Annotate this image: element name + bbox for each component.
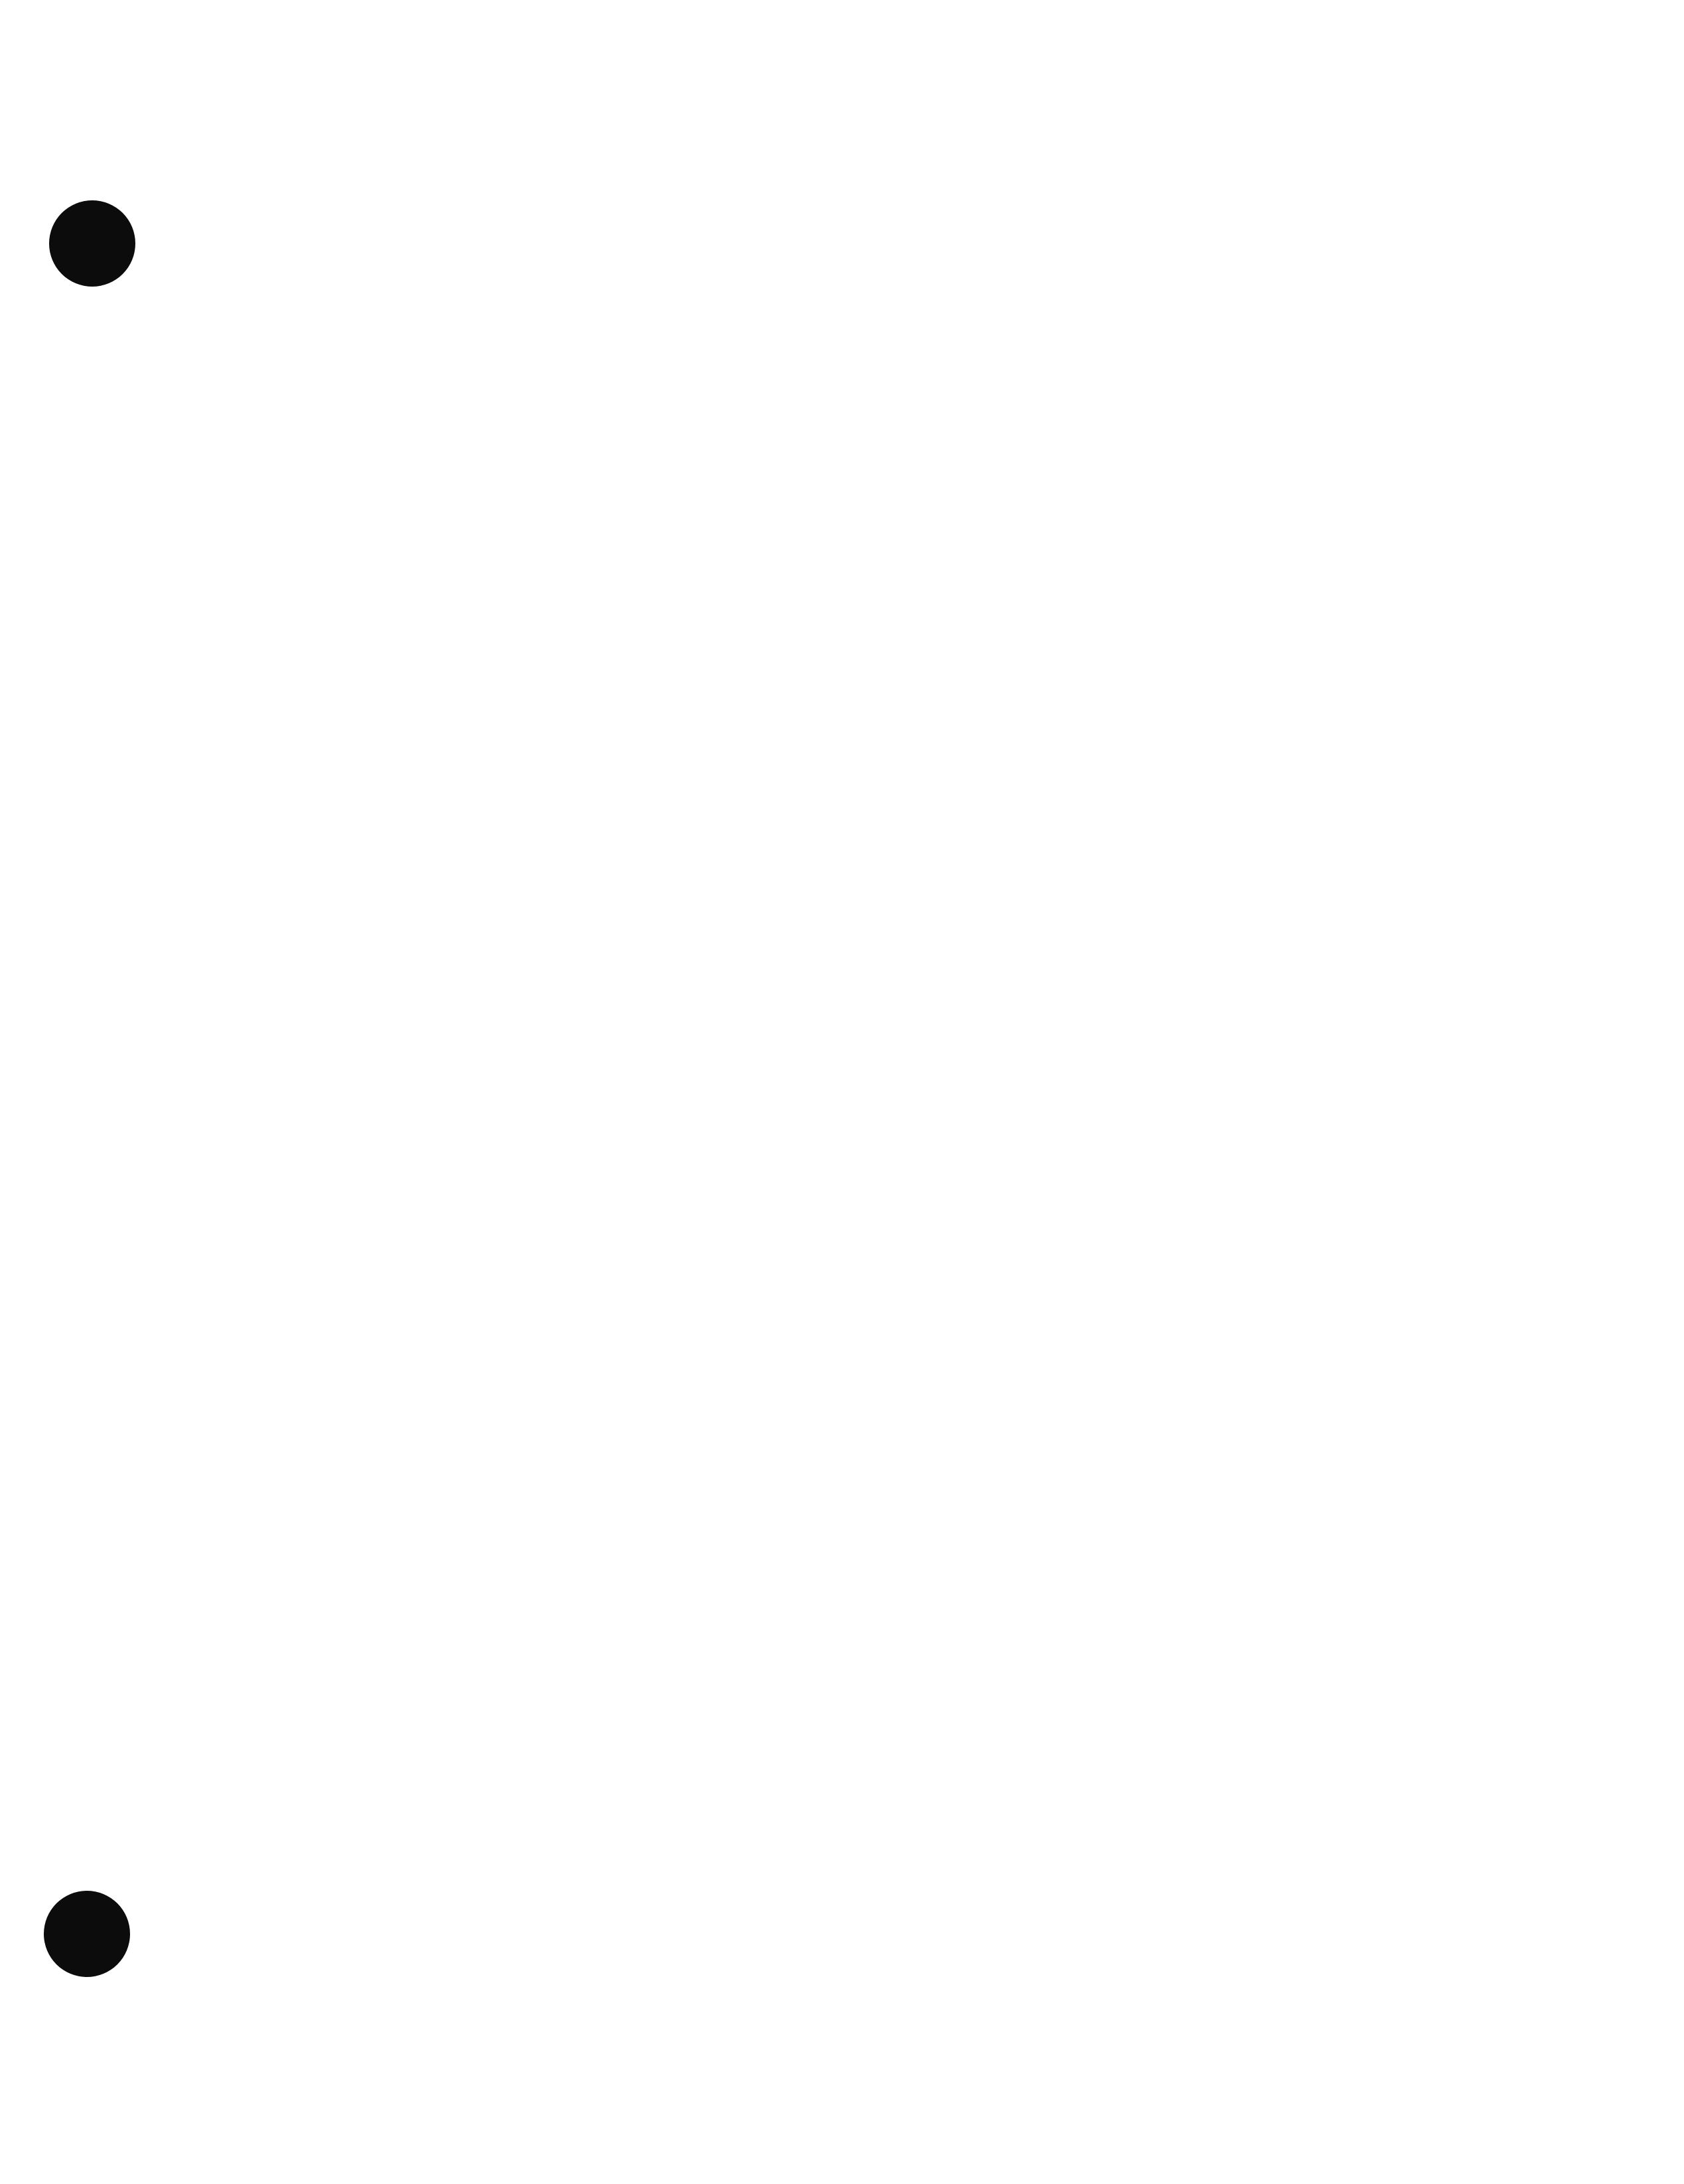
directory-row bbox=[0, 1108, 1684, 1137]
directory-row bbox=[0, 847, 1684, 876]
directory-row bbox=[0, 297, 1684, 326]
directory-row bbox=[0, 992, 1684, 1021]
directory-row bbox=[0, 1166, 1684, 1195]
directory-row bbox=[0, 1836, 1684, 1866]
directory-row bbox=[0, 760, 1684, 789]
directory-row bbox=[0, 1426, 1684, 1456]
directory-row bbox=[0, 471, 1684, 500]
directory-row bbox=[0, 1600, 1684, 1629]
directory-row bbox=[0, 1195, 1684, 1224]
directory-row bbox=[0, 1866, 1684, 1895]
directory-row bbox=[0, 1513, 1684, 1542]
directory-row bbox=[0, 703, 1684, 732]
directory-row bbox=[0, 1982, 1684, 2011]
directory-row bbox=[0, 963, 1684, 992]
directory-row bbox=[0, 1397, 1684, 1426]
directory-row bbox=[0, 558, 1684, 587]
directory-row bbox=[0, 384, 1684, 413]
directory-row bbox=[0, 239, 1684, 269]
directory-row bbox=[0, 1253, 1684, 1282]
directory-row bbox=[0, 1368, 1684, 1397]
directory-row bbox=[0, 1339, 1684, 1369]
directory-row bbox=[0, 211, 1684, 240]
directory-row bbox=[0, 529, 1684, 558]
directory-row bbox=[0, 1721, 1684, 1750]
directory-row bbox=[0, 1952, 1684, 1982]
directory-row bbox=[0, 1079, 1684, 1108]
directory-row bbox=[0, 645, 1684, 674]
directory-row bbox=[0, 500, 1684, 529]
directory-row bbox=[0, 789, 1684, 819]
directory-row bbox=[0, 1808, 1684, 1837]
directory-row bbox=[0, 1923, 1684, 1952]
directory-row bbox=[0, 934, 1684, 963]
directory-row bbox=[0, 906, 1684, 935]
directory-row bbox=[0, 1455, 1684, 1484]
directory-row bbox=[0, 1223, 1684, 1253]
directory-row bbox=[0, 1484, 1684, 1513]
directory-row bbox=[0, 443, 1684, 472]
directory-row bbox=[0, 819, 1684, 848]
directory-row bbox=[0, 1282, 1684, 1311]
directory-row bbox=[0, 732, 1684, 761]
directory-row bbox=[0, 876, 1684, 906]
directory-row bbox=[0, 1542, 1684, 1571]
directory-row bbox=[0, 1136, 1684, 1166]
directory-row bbox=[0, 587, 1684, 616]
directory-row bbox=[0, 1895, 1684, 1924]
directory-row bbox=[0, 616, 1684, 645]
directory-row bbox=[0, 1779, 1684, 1808]
directory-row bbox=[0, 269, 1684, 298]
directory-row bbox=[0, 1750, 1684, 1779]
directory-row bbox=[0, 1571, 1684, 1600]
directory-row bbox=[0, 674, 1684, 703]
directory-row bbox=[0, 326, 1684, 356]
directory-row bbox=[0, 413, 1684, 443]
directory-row bbox=[0, 1310, 1684, 1339]
directory-row bbox=[0, 1021, 1684, 1050]
directory-row bbox=[0, 1050, 1684, 1079]
directory-row bbox=[0, 356, 1684, 385]
directory-row bbox=[0, 182, 1684, 211]
